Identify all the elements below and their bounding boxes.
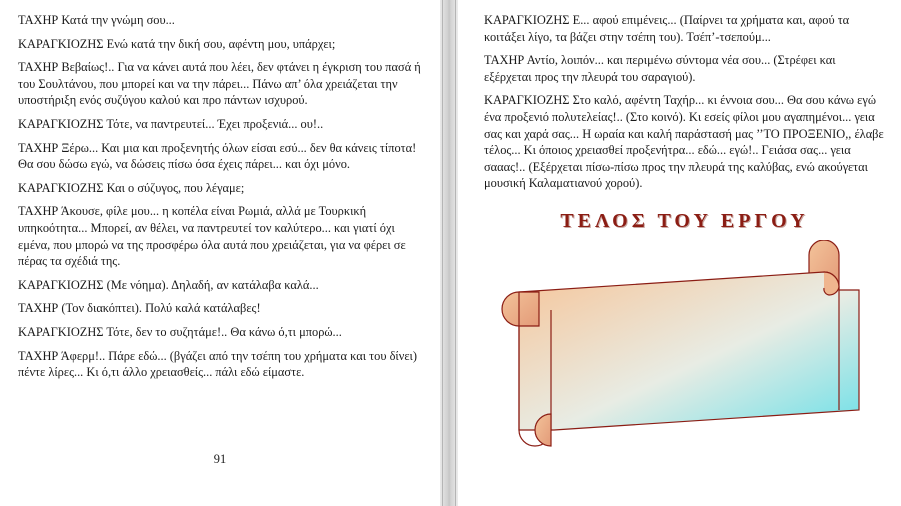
dialogue-line: ΚΑΡΑΓΚΙΟΖΗΣ Στο καλό, αφέντη Ταχήρ... κι έννοια σου... Θα σου κάνω εγώ ένα προξενιό πολυτελείας!.. (Στο κοινό). Κι εσείς φίλοι μου αγαπημένοι... γεια σας και χαρά σας... Η ωραία και καλή παράστασή μας ’’ΤΟ ΠΡΟΞΕΝΙΟ,, έλαβε τέλος... Κι όποιος χρειασθεί προξενήτρα... εδώ... εγώ!.. Γειάσα σας... γεια σααας!.. (Εξέρχεται πίσω-πίσω προς την πλευρά της καλύβας, ενώ ακούγεται μουσική Καλαματιανού χορού).: [484, 93, 884, 191]
dialogue-line: ΤΑΧΗΡ Αντίο, λοιπόν... και περιμένω σύντομα νέα σου... (Στρέφει και εξέρχεται προς την πλευρά του σαραγιού).: [484, 53, 836, 84]
dialogue-line: ΚΑΡΑΓΚΙΟΖΗΣ Ε... αφού επιμένεις... (Παίρνει τα χρήματα και, αφού τα κοιτάξει λίγο, τα βάζει στην τσέπη του). Τσέπ’-τσεπούμ...: [484, 13, 850, 44]
dialogue-line: ΚΑΡΑΓΚΙΟΖΗΣ Και ο σύζυγος, που λέγαμε;: [18, 180, 245, 195]
dialogue-line: ΤΑΧΗΡ Ξέρω... Και μια και προξενητής όλων είσαι εσύ... δεν θα κάνεις τίποτα! Θα σου δώσω εγώ, να δώσεις πίσω όσα έχεις πάρει... και όχι μόνο.: [18, 140, 417, 172]
dialogue-line: ΚΑΡΑΓΚΙΟΖΗΣ Τότε, δεν το συζητάμε!.. Θα κάνω ό,τι μπορώ...: [18, 324, 342, 339]
page-gutter: [440, 0, 458, 506]
left-page: [0, 0, 440, 506]
scroll-left-roll: [502, 292, 539, 326]
end-title: ΤΕΛΟΣ ΤΟΥ ΕΡΓΟΥ: [560, 209, 809, 232]
dialogue-line: ΤΑΧΗΡ Βεβαίως!.. Για να κάνει αυτά που λέει, δεν φτάνει η έγκριση του πασά ή του Σουλτάνου, που μπορεί και να την πάρει... Πάνω απ’ όλα χρειάζεται την υποστήριξη ενός συζύγου καλού και προ πάντων ισχυρού.: [18, 60, 421, 108]
dialogue-line: ΤΑΧΗΡ (Τον διακόπτει). Πολύ καλά κατάλαβες!: [18, 301, 261, 316]
dialogue-line: ΤΑΧΗΡ Άκουσε, φίλε μου... η κοπέλα είναι Ρωμιά, αλλά με Τουρκική υπηκοότητα... Μπορεί, αν θέλει, να παντρευτεί τον καλύτερο... και γιατί όχι εμένα, που μπορώ να της προσφέρω όλα αυτά που χρειάζεται, για να φέρει σε πέρας τα σχέδιά της.: [18, 204, 406, 269]
dialogue-line: ΤΑΧΗΡ Άφερμ!.. Πάρε εδώ... (βγάζει από την τσέπη του χρήματα και του δίνει) πέντε λίρες... Κι ό,τι άλλο χρειασθείς... πάλι εδώ είμαστε.: [18, 348, 418, 380]
scroll-body: [519, 272, 859, 430]
dialogue-line: ΤΑΧΗΡ Κατά την γνώμη σου...: [18, 13, 175, 27]
dialogue-line: ΚΑΡΑΓΚΙΟΖΗΣ Τότε, να παντρευτεί... Έχει προξενιά... ου!..: [18, 116, 324, 131]
dialogue-line: ΚΑΡΑΓΚΙΟΖΗΣ Ενώ κατά την δική σου, αφέντη μου, υπάρχει;: [18, 36, 336, 51]
dialogue-line: ΚΑΡΑΓΚΙΟΖΗΣ (Με νόημα). Δηλαδή, αν κατάλαβα καλά...: [18, 277, 319, 292]
page-number: 91: [213, 452, 227, 466]
scroll-banner-graphic: [499, 240, 869, 450]
